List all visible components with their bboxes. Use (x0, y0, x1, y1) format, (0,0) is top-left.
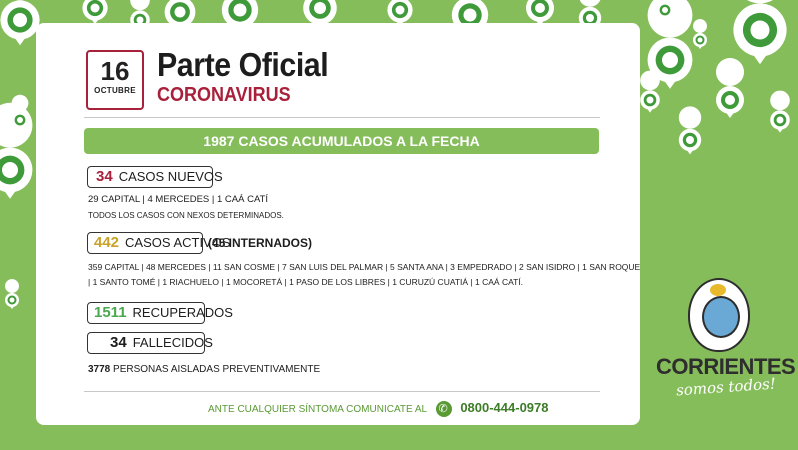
phone-icon (436, 401, 452, 417)
active-cases-count: 442 (94, 234, 120, 251)
isolated-count: 3778 (88, 364, 111, 375)
recovered-count: 1511 (94, 304, 127, 321)
sun-icon (710, 284, 726, 296)
page-title: Parte Oficial (157, 46, 329, 83)
isolated-line (88, 364, 320, 375)
footer-divider (84, 391, 600, 392)
brand-name: CORRIENTES (656, 354, 796, 379)
new-cases-note: TODOS LOS CASOS CON NEXOS DETERMINADOS. (88, 211, 284, 220)
deaths-count: 34 (110, 334, 127, 351)
page-subtitle: CORONAVIRUS (157, 84, 291, 106)
date-badge (86, 50, 144, 110)
isolated-label: PERSONAS AISLADAS PREVENTIVAMENTE (113, 364, 321, 375)
new-cases-label: CASOS NUEVOS (118, 169, 223, 184)
new-cases-box (87, 166, 223, 188)
active-cases-box (87, 232, 231, 254)
recovered-label: RECUPERADOS (132, 305, 233, 320)
phone-number[interactable]: 0800-444-0978 (460, 400, 549, 415)
new-cases-detail: 29 CAPITAL | 4 MERCEDES | 1 CAÁ CATÍ (88, 194, 269, 205)
seal-emblem (702, 296, 740, 338)
date-day: 16 (100, 56, 130, 86)
new-cases-count: 34 (96, 168, 113, 185)
date-month: OCTUBRE (94, 86, 136, 95)
accumulated-count: 1987 (203, 133, 235, 149)
active-cases-detail-1: 359 CAPITAL | 48 MERCEDES | 11 SAN COSME | 7 SAN LUIS DEL PALMAR | 5 SANTA ANA | 3 EMPEDRADO | 2 SAN ISIDRO | 1 SAN ROQUE (88, 262, 641, 272)
active-cases-detail-2: | 1 SANTO TOMÉ | 1 RIACHUELO | 1 MOCORETÁ | 1 PASO DE LOS LIBRES | 1 CURUZÚ CUATIÁ | 1 CAÁ CATÍ. (88, 277, 524, 287)
government-seal (688, 278, 750, 352)
footer-text: ANTE CUALQUIER SÍNTOMA COMUNICATE AL (208, 404, 427, 415)
divider (84, 117, 600, 118)
hospitalized-count: (45 INTERNADOS) (208, 236, 313, 250)
active-cases-label: CASOS ACTIVOS (125, 235, 231, 250)
deaths-box (87, 332, 213, 354)
brand-slogan: somos todos! (675, 374, 777, 400)
recovered-box (87, 302, 233, 324)
accumulated-label: CASOS ACUMULADOS A LA FECHA (238, 133, 480, 149)
footer (208, 400, 549, 417)
deaths-label: FALLECIDOS (132, 335, 213, 350)
accumulated-banner (84, 128, 599, 154)
